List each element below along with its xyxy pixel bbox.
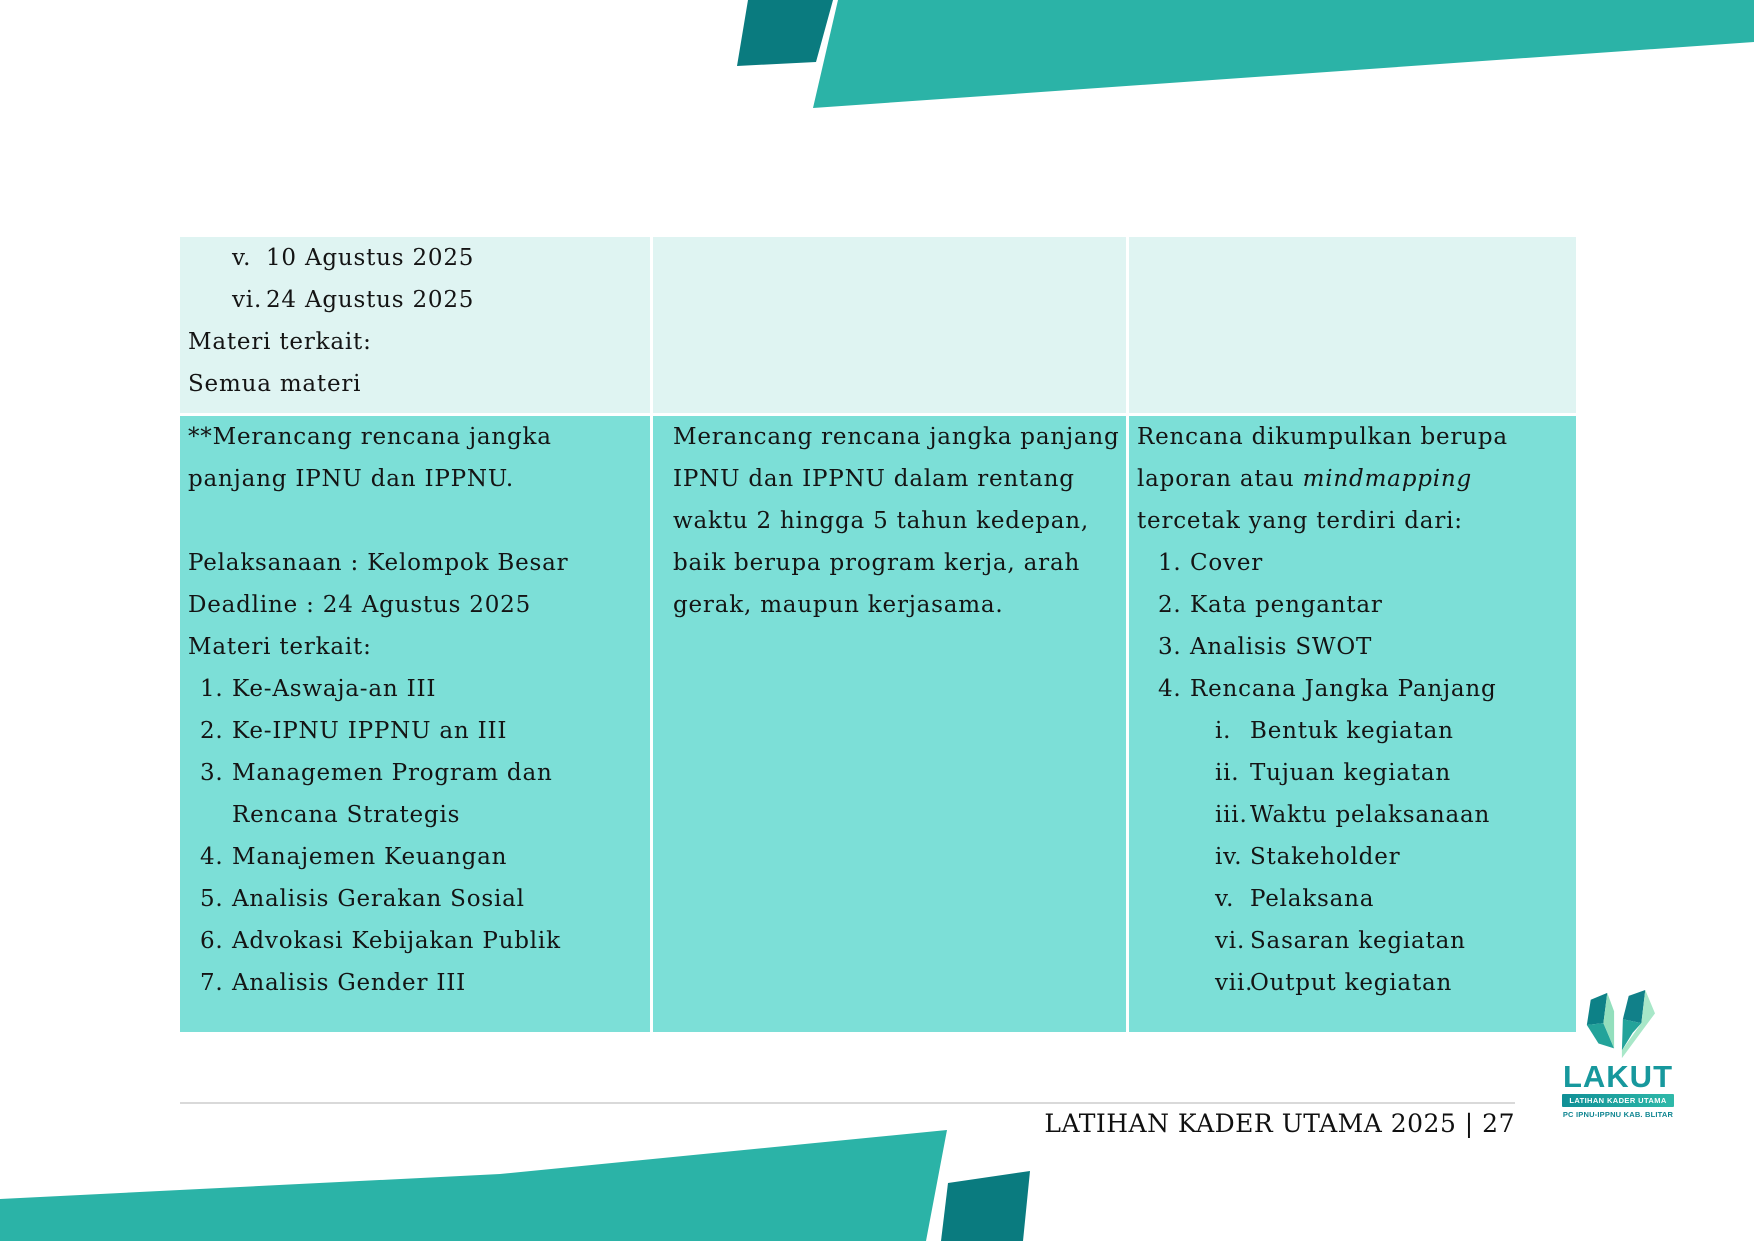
text-line: Materi terkait: [188, 329, 372, 355]
sublist-item [1129, 878, 1576, 920]
bottom-dark-ribbon [941, 1171, 1030, 1241]
list-text: Cover [1190, 550, 1264, 576]
list-text: Sasaran kegiatan [1250, 928, 1466, 954]
list-marker: v. [1215, 886, 1235, 912]
list-marker: 6. [200, 928, 224, 954]
sublist-item [1129, 836, 1576, 878]
intro-italic-term: mindmapping [1302, 466, 1473, 492]
text-line [1129, 458, 1576, 500]
list-item [180, 920, 650, 962]
table-cell-r2c1 [180, 416, 650, 1032]
list-text: Analisis Gerakan Sosial [232, 886, 525, 912]
list-marker: 1. [1158, 550, 1182, 576]
list-text: Bentuk kegiatan [1250, 718, 1454, 744]
text-line: Materi terkait: [188, 634, 372, 660]
list-text: Manajemen Keuangan [232, 844, 508, 870]
list-item [1129, 668, 1576, 710]
blank-line [180, 500, 650, 542]
list-text: Ke-IPNU IPPNU an III [232, 718, 508, 744]
sublist-item [1129, 794, 1576, 836]
list-text: 24 Agustus 2025 [266, 287, 475, 313]
text-line: Merancang rencana jangka panjang [673, 424, 1120, 450]
sublist-item [1129, 752, 1576, 794]
list-item [180, 962, 650, 1004]
text-line: baik berupa program kerja, arah [673, 550, 1081, 576]
list-item [180, 752, 650, 794]
bottom-teal-ribbon [0, 1130, 947, 1241]
top-teal-ribbon [813, 0, 1754, 108]
list-item [180, 878, 650, 920]
list-marker: 4. [200, 844, 224, 870]
list-marker: v. [232, 245, 252, 271]
text-line: Rencana dikumpulkan berupa [1137, 424, 1508, 450]
intro-text: laporan atau [1137, 466, 1303, 492]
schedule-table [180, 237, 1576, 1032]
list-text: Tujuan kegiatan [1250, 760, 1452, 786]
list-item [1129, 542, 1576, 584]
footer-page-label: LATIHAN KADER UTAMA 2025 | 27 [1044, 1109, 1515, 1138]
sublist-item [1129, 920, 1576, 962]
table-cell-r2c3 [1129, 416, 1576, 1032]
list-text: Rencana Jangka Panjang [1190, 676, 1497, 702]
list-text: Advokasi Kebijakan Publik [232, 928, 561, 954]
table-cell-r1c2 [653, 237, 1126, 413]
text-line: Semua materi [188, 371, 362, 397]
top-dark-ribbon [737, 0, 833, 66]
list-item [180, 710, 650, 752]
sublist-item [1129, 710, 1576, 752]
text-line: **Merancang rencana jangka [188, 424, 552, 450]
sublist-item [1129, 962, 1576, 1004]
logo-subtitle-band: LATIHAN KADER UTAMA [1562, 1094, 1673, 1107]
list-text: Output kegiatan [1250, 970, 1453, 996]
list-text: Waktu pelaksanaan [1250, 802, 1491, 828]
list-marker: 4. [1158, 676, 1182, 702]
text-line: panjang IPNU dan IPPNU. [188, 466, 515, 492]
text-line: gerak, maupun kerjasama. [673, 592, 1004, 618]
list-marker: 7. [200, 970, 224, 996]
list-text: Kata pengantar [1190, 592, 1383, 618]
list-marker: 2. [1158, 592, 1182, 618]
schedule-item [180, 237, 650, 279]
list-marker: 3. [1158, 634, 1182, 660]
list-marker: iv. [1215, 844, 1243, 870]
logo-title: LAKUT [1562, 1059, 1674, 1094]
list-item [1129, 626, 1576, 668]
lakut-logo [1553, 990, 1683, 1119]
list-text: Analisis Gender III [232, 970, 467, 996]
list-marker: 2. [200, 718, 224, 744]
list-text: Stakeholder [1250, 844, 1401, 870]
list-text: Ke-Aswaja-an III [232, 676, 437, 702]
list-marker: vi. [232, 287, 263, 313]
list-item [180, 836, 650, 878]
text-line: waktu 2 hingga 5 tahun kedepan, [673, 508, 1089, 534]
text-line: Deadline : 24 Agustus 2025 [188, 592, 532, 618]
list-marker: 1. [200, 676, 224, 702]
list-marker: 3. [200, 760, 224, 786]
list-marker: vii. [1215, 970, 1254, 996]
schedule-item [180, 279, 650, 321]
list-marker: ii. [1215, 760, 1240, 786]
list-item-continuation [180, 794, 650, 836]
list-marker: vi. [1215, 928, 1246, 954]
list-item [1129, 584, 1576, 626]
list-marker: i. [1215, 718, 1232, 744]
text-line: tercetak yang terdiri dari: [1137, 508, 1463, 534]
logo-organization: PC IPNU-IPPNU KAB. BLITAR [1562, 1110, 1674, 1119]
list-marker: 5. [200, 886, 224, 912]
list-text: Analisis SWOT [1190, 634, 1373, 660]
list-text: 10 Agustus 2025 [266, 245, 475, 271]
list-text: Rencana Strategis [232, 802, 461, 828]
list-text: Pelaksana [1250, 886, 1375, 912]
list-marker: iii. [1215, 802, 1248, 828]
text-line: IPNU dan IPPNU dalam rentang [673, 466, 1075, 492]
table-cell-r2c2 [653, 416, 1126, 1032]
footer-divider [180, 1102, 1515, 1104]
text-line: Pelaksanaan : Kelompok Besar [188, 550, 569, 576]
table-cell-r1c1 [180, 237, 650, 413]
list-item [180, 668, 650, 710]
table-cell-r1c3 [1129, 237, 1576, 413]
lakut-logo-mark-icon [1574, 990, 1662, 1064]
list-text: Managemen Program dan [232, 760, 553, 786]
